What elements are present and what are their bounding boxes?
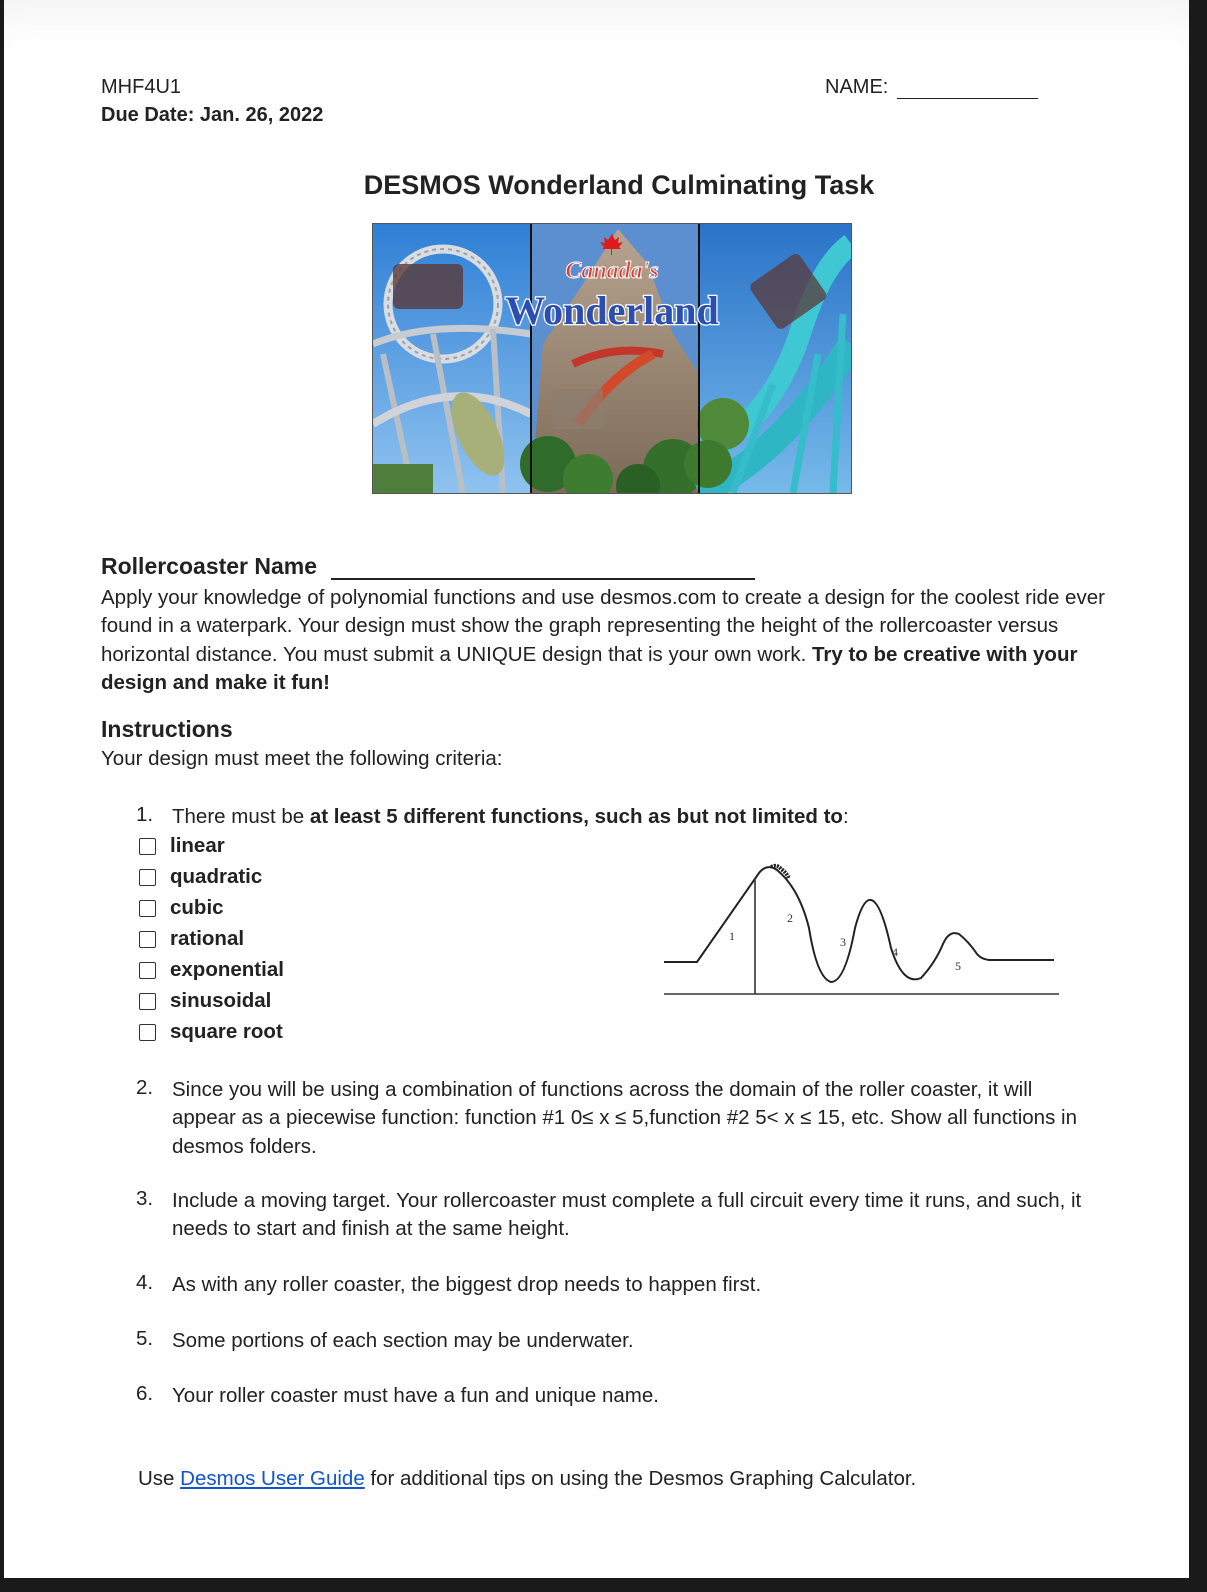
checkbox-sinusoidal[interactable] <box>139 993 156 1010</box>
logo-line1: Canada's <box>565 258 659 284</box>
rollercoaster-name-label: Rollercoaster Name <box>101 553 318 579</box>
graph-label-5: 5 <box>955 959 961 973</box>
name-blank-line <box>897 98 1038 99</box>
checklist-item-exponential[interactable] <box>139 958 284 982</box>
checklist-item-cubic[interactable] <box>139 896 224 920</box>
graph-label-1: 1 <box>729 929 735 943</box>
item5-text: Some portions of each section may be underwater. <box>172 1329 634 1352</box>
bottom-edge <box>0 1578 1207 1592</box>
item6-number: 6. <box>136 1382 154 1405</box>
item1-bold: at least 5 different functions, such as but not limited to <box>309 805 843 828</box>
item3-number: 3. <box>136 1187 154 1210</box>
checkbox-square-root[interactable] <box>139 1024 156 1041</box>
checklist-item-square-root[interactable] <box>139 1020 283 1044</box>
item4-text: As with any roller coaster, the biggest drop needs to happen first. <box>172 1273 762 1296</box>
checkbox-exponential[interactable] <box>139 962 156 979</box>
item2-number: 2. <box>136 1076 154 1099</box>
wonderland-banner-image <box>372 223 852 494</box>
instructions-subheading: Your design must meet the following criteria: <box>101 747 503 770</box>
item4-number: 4. <box>136 1271 154 1294</box>
item2-text: Since you will be using a combination of functions across the domain of the roller coaster, it will appear as a piecewise function: function #1 0≤ x ≤ 5,function #2 5< x ≤ 15, etc. Show all functions in desmos folders. <box>172 1078 1077 1158</box>
checklist-label-exponential: exponential <box>170 958 284 981</box>
checklist-label-cubic: cubic <box>170 896 224 919</box>
course-code: MHF4U1 <box>101 76 182 98</box>
footer-note <box>138 1467 916 1491</box>
checklist-label-rational: rational <box>170 927 245 950</box>
intro-text: Apply your knowledge of polynomial functions and use desmos.com to create a design for the coolest ride ever found in a waterpark. Your design must show the graph representing the height of the rollercoaster versus horizontal distance. You must submit a UNIQUE design that is your own work. <box>101 586 1105 666</box>
checklist-label-square-root: square root <box>170 1020 283 1043</box>
item1-number: 1. <box>136 803 154 826</box>
checklist-item-sinusoidal[interactable] <box>139 989 271 1013</box>
item6-text: Your roller coaster must have a fun and unique name. <box>172 1384 659 1407</box>
checkbox-rational[interactable] <box>139 931 156 948</box>
checklist-label-linear: linear <box>170 834 225 857</box>
checkbox-quadratic[interactable] <box>139 869 156 886</box>
item3-text: Include a moving target. Your rollercoaster must complete a full circuit every time it runs, and such, it needs to start and finish at the same height. <box>172 1189 1082 1241</box>
graph-label-3: 3 <box>840 935 846 949</box>
footer-prefix: Use <box>138 1467 181 1490</box>
checklist-label-quadratic: quadratic <box>170 865 263 888</box>
document-page <box>4 0 1189 1578</box>
instructions-heading: Instructions <box>101 716 233 742</box>
checkbox-cubic[interactable] <box>139 900 156 917</box>
intro-paragraph <box>101 584 1131 697</box>
item1-end: : <box>842 805 849 828</box>
item1-plain: There must be <box>172 805 310 828</box>
rollercoaster-sketch <box>659 858 1064 1003</box>
graph-label-4: 4 <box>892 945 898 959</box>
checklist-label-sinusoidal: sinusoidal <box>170 989 272 1012</box>
intro-emphasis: Try to be creative with your design and make it fun! <box>101 642 1078 694</box>
checklist-item-linear[interactable] <box>139 834 225 858</box>
checkbox-linear[interactable] <box>139 838 156 855</box>
checklist-item-quadratic[interactable] <box>139 865 262 889</box>
item5-number: 5. <box>136 1327 154 1350</box>
checklist-item-rational[interactable] <box>139 927 244 951</box>
desmos-user-guide-link[interactable]: Desmos User Guide <box>180 1467 365 1490</box>
logo-line2: Wonderland <box>505 288 719 333</box>
graph-label-2: 2 <box>787 911 793 925</box>
rollercoaster-name-blank <box>331 578 755 580</box>
name-label: NAME: <box>825 76 889 98</box>
item1-text <box>172 803 1132 831</box>
due-date: Due Date: Jan. 26, 2022 <box>101 104 324 126</box>
footer-suffix: for additional tips on using the Desmos Graphing Calculator. <box>364 1467 917 1490</box>
page-title: DESMOS Wonderland Culminating Task <box>363 170 875 200</box>
